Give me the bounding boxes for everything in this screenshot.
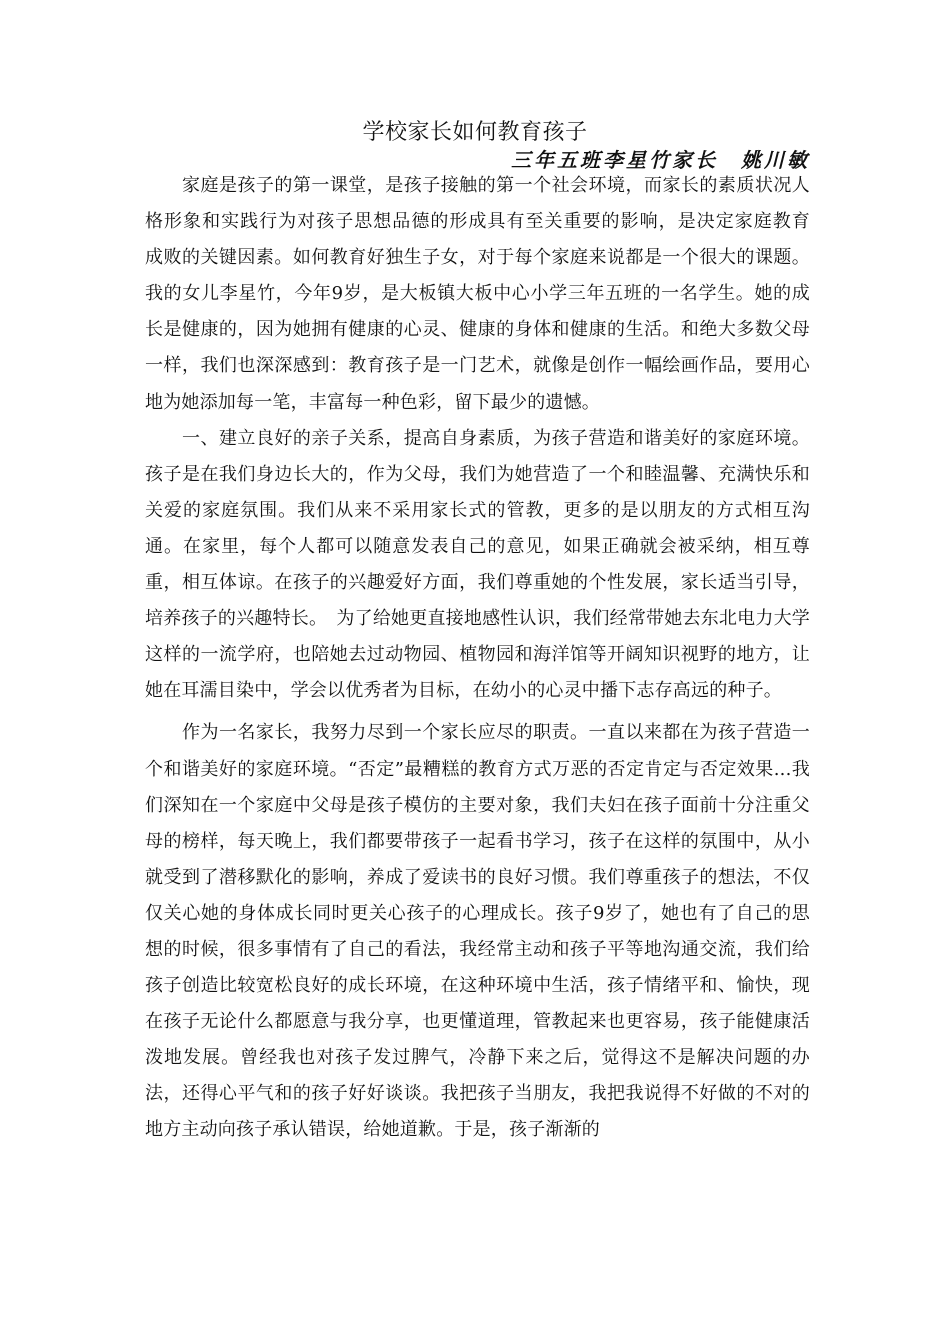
document-body <box>145 168 829 1149</box>
paragraph-section-one: 一、建立良好的亲子关系，提高自身素质，为孩子营造和谐美好的家庭环境。孩子是在我们身边长大的，作为父母，我们为她营造了一个和睦温馨、充满快乐和关爱的家庭氛围。我们从来不采用家长式的管教，更多的是以朋友的方式相互沟通。在家里，每个人都可以随意发表自己的意见，如果正确就会被采纳，相互尊重，相互体谅。在孩子的兴趣爱好方面，我们尊重她的个性发展，家长适当引导，培养孩子的兴趣特长。 为了给她更直接地感性认识，我们经常带她去东北电力大学这样的一流学府，也陪她去过动物园、植物园和海洋馆等开阔知识视野的地方，让她在耳濡目染中，学会以优秀者为目标，在幼小的心灵中播下志存高远的种子。 <box>145 427 810 702</box>
paragraph-parent-duty: 作为一名家长，我努力尽到一个家长应尽的职责。一直以来都在为孩子营造一个和谐美好的家庭环境。“否定”最糟糕的教育方式万恶的否定肯定与否定效果...我们深知在一个家庭中父母是孩子模仿的主要对象，我们夫妇在孩子面前十分注重父母的榜样，每天晚上，我们都要带孩子一起看书学习，孩子在这样的氛围中，从小就受到了潜移默化的影响，养成了爱读书的良好习惯。我们尊重孩子的想法，不仅仅关心她的身体成长同时更关心孩子的心理成长。孩子9岁了，她也有了自己的思想的时候，很多事情有了自己的看法，我经常主动和孩子平等地沟通交流，我们给孩子创造比较宽松良好的成长环境，在这种环境中生活，孩子情绪平和、愉快，现在孩子无论什么都愿意与我分享，也更懂道理，管教起来也更容易，孩子能健康活泼地发展。曾经我也对孩子发过脾气，冷静下来之后，觉得这不是解决问题的办法，还得心平气和的孩子好好谈谈。我把孩子当朋友，我把我说得不好做的不对的地方主动向孩子承认错误，给她道歉。于是，孩子渐渐的 <box>145 722 810 1141</box>
paragraph-intro: 家庭是孩子的第一课堂，是孩子接触的第一个社会环境，而家长的素质状况人格形象和实践行为对孩子思想品德的形成具有至关重要的影响，是决定家庭教育 成败的关键因素。如何教育好独生子女，对于每个家庭来说都是一个很大的课题。我的女儿李星竹，今年9岁，是大板镇大板中心小学三年五班的一名学生。她的成长是健康的，因为她拥有健康的心灵、健康的身体和健康的生活。和绝大多数父母一样，我们也深深感到：教育孩子是一门艺术，就像是创作一幅绘画作品，要用心地为她添加每一笔，丰富每一种色彩，留下最少的遗憾。 <box>145 175 829 413</box>
document-title: 学校家长如何教育孩子 <box>362 120 588 145</box>
author-line: 三年五班李星竹家长 姚川敏 <box>511 148 810 172</box>
